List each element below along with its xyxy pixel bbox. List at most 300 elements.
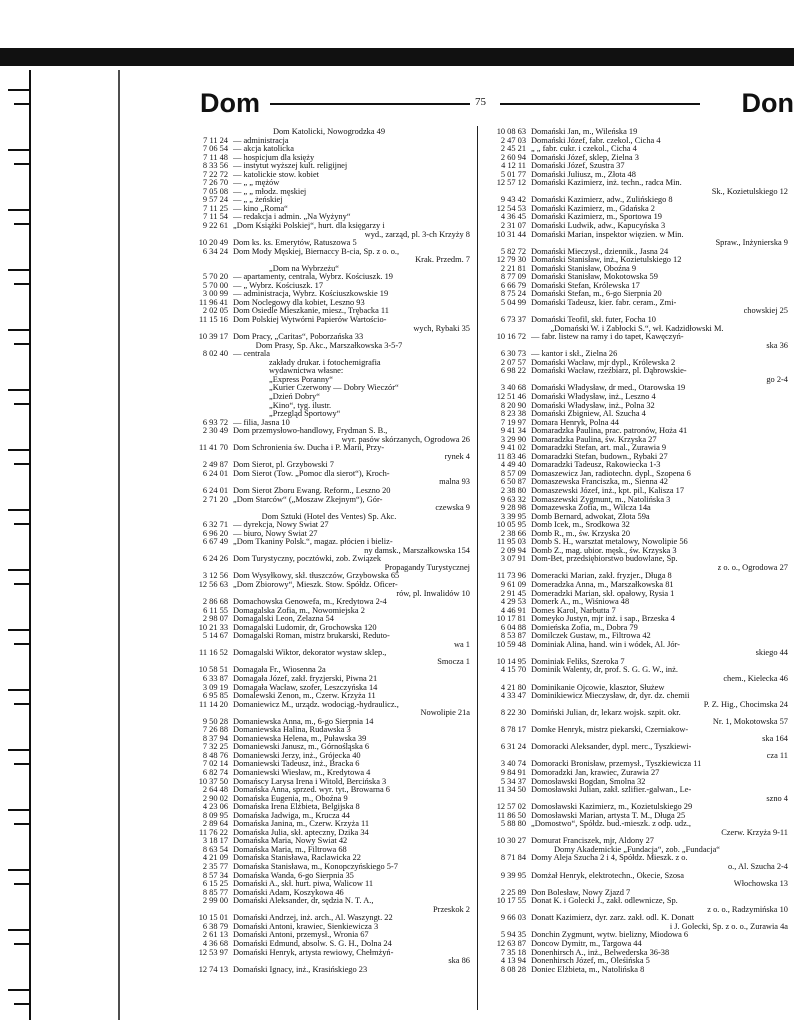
entry-phone: 11 96 41 [198, 298, 228, 307]
directory-entry [186, 692, 472, 701]
entry-text: Domański Antoni, krawiec, Sienkiewicza 3 [233, 922, 379, 931]
directory-entry [484, 675, 790, 684]
entry-phone: 4 36 45 [500, 213, 526, 222]
entry-text: Domańska Stanisława, Raclawicka 22 [233, 854, 361, 863]
entry-phone: 12 74 13 [198, 965, 228, 974]
entry-phone: 10 05 95 [496, 521, 526, 530]
entry-text: „Przegląd Sportowy“ [269, 410, 341, 419]
column-divider [477, 126, 478, 1010]
entry-text: Domaniewska Anna, m., 6-go Sierpnia 14 [233, 717, 374, 726]
entry-phone: 2 02 05 [202, 307, 228, 316]
entry-phone: 12 63 87 [496, 939, 526, 948]
directory-entry [186, 393, 472, 402]
entry-text: skiego 44 [755, 649, 788, 658]
entry-text: Dominiak Feliks, Szeroka 7 [531, 657, 625, 666]
entry-text: Dom Polskiej Wytwórni Papierów Wartościo- [233, 316, 387, 325]
directory-entry [186, 615, 472, 624]
entry-text: Domes Karol, Narbutta 7 [531, 606, 616, 615]
entry-text: Nr. 1, Mokotowska 57 [712, 717, 788, 726]
entry-phone: 11 16 52 [198, 649, 228, 658]
entry-phone: 8 20 90 [500, 401, 526, 410]
entry-text: Domański Aleksander, dr, sędzia N. T. A., [233, 897, 374, 906]
left-column [186, 128, 472, 974]
entry-text: Domański Marian, inspektor więzien. w Min. [531, 230, 684, 239]
directory-entry [186, 282, 472, 291]
page-header [200, 88, 794, 122]
entry-text: Domy Aleja Szucha 2 i 4, Spółdz. Mieszk. z o. [531, 854, 688, 863]
directory-entry [484, 778, 790, 787]
entry-text: Domański Kazimierz, inż. techn., radca Min. [531, 179, 682, 188]
directory-entry [484, 530, 790, 539]
entry-phone: 5 70 00 [202, 281, 228, 290]
directory-entry [186, 658, 472, 667]
directory-entry [484, 957, 790, 966]
entry-phone: 8 57 34 [202, 871, 228, 880]
entry-text: Domaradzka Paulina, prac. patronów, Hoża 41 [531, 427, 688, 436]
directory-entry [484, 128, 790, 137]
entry-text: Donenhirsch A., inż., Belwederska 36-38 [531, 948, 670, 957]
directory-entry [186, 179, 472, 188]
entry-text: Domosławski Marian, artysta T. M., Długa 25 [531, 811, 686, 820]
entry-phone: 8 02 40 [202, 350, 228, 359]
entry-text: „Domański W. i Zabłocki S.“, wł. Kadzidłowski M. [550, 324, 724, 333]
entry-phone: 7 32 25 [202, 743, 228, 752]
directory-entry [484, 231, 790, 240]
directory-entry [186, 906, 472, 915]
directory-entry [186, 538, 472, 547]
entry-text: Domański Mieczysł., dziennik., Jasna 24 [531, 247, 669, 256]
directory-entry [186, 128, 472, 137]
entry-text: Dominikanie Ojcowie, klasztor, Służew [531, 683, 665, 692]
entry-text: wa 1 [453, 640, 470, 649]
entry-text: Domański A., skł. hurt. piwa, Walicow 11 [233, 880, 374, 889]
entry-phone: 11 34 50 [496, 786, 526, 795]
header-rule-right [500, 103, 700, 105]
directory-entry [484, 222, 790, 231]
entry-phone: 2 71 20 [202, 495, 228, 504]
entry-text: Domański Józef, sklep, Zielna 3 [531, 153, 639, 162]
directory-entry [484, 402, 790, 411]
directory-entry [484, 179, 790, 188]
directory-entry [484, 889, 790, 898]
entry-phone: 6 96 20 [202, 529, 228, 538]
directory-entry [484, 213, 790, 222]
directory-entry [186, 256, 472, 265]
entry-phone: 2 47 03 [500, 136, 526, 145]
entry-phone: 12 57 02 [496, 803, 526, 812]
entry-text: Domaradzki Stefan, art. mal., Żurawia 9 [531, 444, 667, 453]
entry-text: Domański Józef, fabr. czekol., Cicha 4 [531, 136, 661, 145]
entry-phone: 6 34 24 [202, 247, 228, 256]
entry-phone: 2 60 94 [500, 153, 526, 162]
directory-entry [186, 666, 472, 675]
entry-phone: 2 49 87 [202, 461, 228, 470]
directory-entry [484, 325, 790, 334]
entry-phone: 9 41 02 [500, 444, 526, 453]
entry-phone: 2 31 07 [500, 222, 526, 231]
entry-phone: 6 24 26 [202, 555, 228, 564]
entry-text: Domański Juliusz, m., Złota 48 [531, 170, 636, 179]
entry-text: Domańska Janina, m., Czerw. Krzyża 11 [233, 820, 370, 829]
entry-phone: 11 14 20 [198, 700, 228, 709]
entry-phone: 4 36 68 [202, 939, 228, 948]
entry-text: Dominik Walenty, dr, prof. S. G. G. W., inż. [531, 666, 678, 675]
entry-phone: 9 84 91 [500, 769, 526, 778]
directory-entry [186, 564, 472, 573]
entry-text: Domański Andrzej, inż. arch., Al. Waszyngt. 22 [233, 914, 393, 923]
directory-entry [186, 641, 472, 650]
entry-text: Doniec Elżbieta, m., Natolińska 8 [531, 965, 645, 974]
directory-entry [484, 547, 790, 556]
directory-entry [186, 154, 472, 163]
entry-phone: 5 34 37 [500, 777, 526, 786]
entry-phone: 11 15 16 [198, 316, 228, 325]
directory-entry [186, 410, 472, 419]
entry-phone [222, 265, 269, 274]
directory-entry [484, 914, 790, 923]
entry-text: Dom-Bet, przedsiębiorstwo budowlane, Sp. [531, 555, 678, 564]
entry-text: chem., Kielecka 46 [723, 675, 788, 683]
entry-phone: 6 15 25 [202, 880, 228, 889]
directory-entry [186, 743, 472, 752]
entry-text: Domeradzka Anna, m., Marszałkowska 81 [531, 580, 674, 589]
entry-phone: 12 57 12 [496, 179, 526, 188]
entry-phone: 3 00 99 [202, 290, 228, 299]
directory-entry [484, 384, 790, 393]
entry-phone: 4 29 53 [500, 598, 526, 607]
entry-text: ska 86 [448, 957, 470, 966]
entry-phone: 12 54 53 [496, 204, 526, 213]
entry-text: — redakcja i admin. „Na Wyżyny“ [233, 213, 351, 222]
entry-phone: 8 53 87 [500, 632, 526, 641]
entry-text: Domański Edmund, absolw. S. G. H., Dolna 24 [233, 939, 392, 948]
entry-text: malna 93 [439, 478, 470, 487]
entry-text: Dom Osiedle Mieszkanie, miesz., Trębacka 11 [233, 307, 389, 316]
entry-phone: 2 45 21 [500, 145, 526, 154]
directory-entry [484, 615, 790, 624]
directory-entry [484, 854, 790, 863]
entry-text: — apartamenty, centrala, Wybrz. Kościuszk. 19 [233, 273, 393, 282]
entry-phone: 6 38 79 [202, 922, 228, 931]
directory-entry [484, 444, 790, 453]
directory-entry [484, 367, 790, 376]
directory-entry [186, 709, 472, 718]
entry-text: z o. o., Radzymińska 10 [707, 905, 788, 914]
directory-entry [186, 496, 472, 505]
entry-text: Domoracki Aleksander, dypl. merc., Tyszkiewi- [531, 743, 692, 752]
directory-entry [484, 265, 790, 274]
page-number: 75 [475, 96, 486, 108]
directory-entry [186, 478, 472, 487]
directory-entry [186, 718, 472, 727]
entry-text: Donenhirsch Józef, m., Oleśińska 5 [531, 957, 650, 966]
directory-entry [484, 966, 790, 975]
directory-entry [484, 188, 790, 197]
entry-text: Donchin Zygmunt, wytw. bielizny, Miodowa 6 [531, 931, 689, 940]
directory-entry [484, 760, 790, 769]
entry-text: „Dom Zbiorowy“, Mieszk. Stow. Spółdz. Oficer- [233, 580, 398, 589]
directory-entry [186, 145, 472, 154]
directory-entry [484, 427, 790, 436]
entry-text: Domaradzki Tadeusz, Rakowiecka 1-3 [531, 461, 661, 470]
directory-entry [186, 162, 472, 171]
entry-text: Domański Adam, Koszykowa 46 [233, 888, 344, 897]
entry-text: „Domostwo“, Spółdz. bud.-mieszk. z odp. udz., [531, 820, 692, 829]
entry-text: Donat K. i Golecki J., zakł. odlewnicze, Sp. [531, 897, 678, 906]
directory-entry [484, 290, 790, 299]
entry-phone: 9 22 61 [202, 222, 228, 231]
entry-text: „Express Poranny“ [269, 375, 333, 384]
entry-text: Domański Kazimierz, m., Sportowa 19 [531, 213, 662, 222]
entry-phone: 12 53 97 [198, 948, 228, 957]
entry-phone: 12 56 63 [198, 580, 228, 589]
entry-text: Dom Noclegowy dla kobiet, Leszno 93 [233, 298, 365, 307]
entry-phone: 2 07 57 [500, 358, 526, 367]
entry-phone: 10 15 01 [198, 914, 228, 923]
directory-entry [186, 248, 472, 257]
entry-text: Domański Stanisław, Oboźna 9 [531, 264, 637, 273]
entry-phone: 10 37 50 [198, 777, 228, 786]
entry-text: Domański Jan, m., Wileńska 19 [531, 128, 638, 136]
entry-text: Krak. Przedm. 7 [415, 256, 470, 265]
directory-entry [186, 231, 472, 240]
directory-entry [484, 709, 790, 718]
entry-phone: 2 21 81 [500, 264, 526, 273]
entry-text: Domaszewska Franciszka, m., Sienna 42 [531, 478, 668, 487]
directory-entry [484, 803, 790, 812]
directory-entry [484, 538, 790, 547]
directory-entry [186, 222, 472, 231]
directory-entry [186, 376, 472, 385]
entry-text: Domachowska Genowefa, m., Kredytowa 2-4 [233, 598, 387, 607]
directory-entry [484, 513, 790, 522]
entry-phone: 12 51 46 [496, 392, 526, 401]
entry-text: Czerw. Krzyża 9-11 [721, 828, 788, 837]
header-left-word: Dom [200, 88, 260, 118]
entry-phone: 10 21 33 [198, 623, 228, 632]
directory-entry [484, 453, 790, 462]
entry-phone: 2 38 66 [500, 529, 526, 538]
entry-text: Domagała Wacław, szofer, Leszczyńska 14 [233, 683, 378, 692]
entry-phone: 7 19 97 [500, 418, 526, 427]
directory-entry [186, 419, 472, 428]
entry-text: Domieńska Zofia, m., Dobra 79 [531, 623, 638, 632]
entry-phone: 7 26 88 [202, 726, 228, 735]
entry-text: Domeyko Justyn, mjr inż. i sap., Brzeska 4 [531, 615, 675, 624]
entry-text: Domański Stefan, m., 6-go Sierpnia 20 [531, 290, 662, 299]
entry-phone: 5 82 72 [500, 247, 526, 256]
directory-entry [484, 496, 790, 505]
entry-text: Dom przemysłowo-handlowy, Frydman S. B., [233, 427, 388, 436]
entry-text: Domańska Irena Elżbieta, Belgijska 8 [233, 803, 360, 812]
spiral-binding-icon [0, 70, 48, 1020]
entry-text: Dom Turystyczny, pocztówki, zob. Związek [233, 555, 382, 564]
entry-phone: 4 23 06 [202, 803, 228, 812]
entry-phone: 9 61 09 [500, 580, 526, 589]
directory-entry [484, 307, 790, 316]
entry-phone: 10 20 49 [198, 239, 228, 248]
entry-phone: 6 66 79 [500, 281, 526, 290]
directory-entry [484, 641, 790, 650]
entry-text: Domoradzki Jan, krawiec, Żurawia 27 [531, 769, 660, 778]
entry-phone: 9 39 95 [500, 871, 526, 880]
entry-text: — „ „ mężów [233, 179, 280, 188]
directory-entry [186, 453, 472, 462]
directory-entry [186, 931, 472, 940]
directory-entry [186, 487, 472, 496]
entry-text: ska 36 [766, 341, 788, 350]
entry-text: — fabr. listew na ramy i do tapet, Kawęczyń- [531, 333, 684, 342]
entry-phone: 8 63 54 [202, 845, 228, 854]
entry-text: ska 164 [762, 734, 788, 743]
directory-entry [484, 632, 790, 641]
entry-text: Domeradzki Marian, skł. opałowy, Rysia 1 [531, 589, 675, 598]
entry-phone: 4 21 80 [500, 683, 526, 692]
entry-text: Spraw., Inżynierska 9 [715, 239, 788, 248]
entry-text: wyr. pasów skórzanych, Ogrodowa 26 [341, 435, 470, 444]
directory-entry [484, 743, 790, 752]
entry-text: — kantor i skł., Zielna 26 [531, 350, 618, 359]
directory-entry [186, 701, 472, 710]
entry-text: Dominikiewicz Mieczysław, dr, dyr. dz. chemii [531, 692, 690, 701]
directory-entry [484, 701, 790, 710]
entry-text: Domański Władysław, dr med., Otarowska 19 [531, 384, 686, 393]
entry-text: Domaradzki Stefan, budown., Rybaki 27 [531, 452, 668, 461]
entry-text: Domaniewska Helena, m., Puławska 39 [233, 734, 367, 743]
entry-phone [222, 376, 269, 385]
entry-phone: 2 98 07 [202, 615, 228, 624]
entry-phone: 10 17 55 [496, 897, 526, 906]
entry-text: Sk., Kozietulskiego 12 [711, 187, 788, 196]
directory-entry [484, 342, 790, 351]
entry-phone: 11 41 70 [198, 444, 228, 453]
entry-text: ny damsk., Marszałkowska 154 [364, 546, 470, 555]
directory-entry [186, 940, 472, 949]
directory-entry [186, 342, 472, 351]
entry-text: Domiński Julian, dr, lekarz wojsk. szpit. okr. [531, 709, 681, 718]
entry-phone: 6 73 37 [500, 316, 526, 325]
directory-entry [484, 282, 790, 291]
entry-text: Dom Wysyłkowy, skł. tłuszczów, Grzybowska 65 [233, 572, 400, 581]
directory-entry [484, 666, 790, 675]
entry-phone [222, 384, 269, 393]
directory-entry [186, 854, 472, 863]
entry-phone [222, 367, 269, 376]
entry-phone: 8 22 30 [500, 709, 526, 718]
entry-phone: 6 31 24 [500, 743, 526, 752]
entry-text: zakłady drukar. i fotochemigrafia [269, 358, 381, 367]
entry-text: „Dom na Wybrzeżu“ [269, 264, 340, 273]
entry-phone: 7 22 72 [202, 170, 228, 179]
entry-phone: 8 85 77 [202, 888, 228, 897]
directory-entry [186, 897, 472, 906]
directory-entry [484, 239, 790, 248]
directory-entry [484, 607, 790, 616]
directory-entry [186, 624, 472, 633]
entry-text: Domański Kazimierz, m., Gdańska 2 [531, 204, 655, 213]
entry-text: Domaniewicz M., urządz. wodociąg.-hydraulicz., [233, 700, 399, 709]
entry-phone: 6 67 49 [202, 538, 228, 547]
entry-text: Domurat Franciszek, mjr, Aldony 27 [531, 837, 654, 846]
entry-phone: 4 12 11 [501, 162, 526, 171]
entry-phone: 5 94 35 [500, 931, 526, 940]
directory-entry [186, 872, 472, 881]
directory-entry [484, 880, 790, 889]
entry-text: z o. o., Ogrodowa 27 [717, 563, 788, 572]
entry-phone: 10 58 51 [198, 666, 228, 675]
directory-entry [186, 607, 472, 616]
directory-entry [186, 188, 472, 197]
directory-entry [484, 598, 790, 607]
entry-text: — administracja, Wybrz. Kościuszkowskie 19 [233, 290, 389, 299]
directory-entry [186, 402, 472, 411]
directory-entry [186, 769, 472, 778]
directory-entry [186, 735, 472, 744]
entry-phone: 5 14 67 [202, 632, 228, 641]
entry-phone: 10 39 17 [198, 333, 228, 342]
entry-text: Domański Władysław, inż., Leszno 4 [531, 392, 656, 401]
directory-entry [186, 470, 472, 479]
entry-phone: 7 11 25 [203, 204, 228, 213]
entry-phone: 5 01 77 [500, 170, 526, 179]
directory-entry [186, 752, 472, 761]
entry-text: Domalewski Zenon, m., Czerw. Krzyża 11 [233, 692, 376, 701]
entry-text: Domańska Wanda, 6-go Sierpnia 35 [233, 871, 354, 880]
entry-text: Domaszewski Józef, inż., kpt. pil., Kalisza 17 [531, 486, 685, 495]
directory-entry [484, 897, 790, 906]
directory-entry [186, 590, 472, 599]
directory-entry [484, 812, 790, 821]
entry-phone: 8 33 56 [202, 162, 228, 171]
directory-entry [484, 521, 790, 530]
directory-entry [186, 795, 472, 804]
entry-phone: 3 29 90 [500, 435, 526, 444]
entry-text: Domańska Stanisława, m., Konopczyńskiego 5-7 [233, 863, 398, 872]
entry-phone: 7 05 08 [202, 187, 228, 196]
entry-text: Domagalska Zofia, m., Nowomiejska 2 [233, 606, 365, 615]
directory-entry [186, 333, 472, 342]
directory-entry [484, 923, 790, 932]
directory-entry [484, 162, 790, 171]
entry-text: Nowolipie 21a [420, 709, 470, 718]
directory-entry [186, 581, 472, 590]
directory-entry [186, 726, 472, 735]
entry-phone: 4 46 91 [500, 606, 526, 615]
entry-phone: 2 86 68 [202, 598, 228, 607]
entry-text: Domaszewicz Jan, radiotechn. dypl., Szopena 6 [531, 469, 691, 478]
directory-entry [484, 649, 790, 658]
directory-entry [186, 290, 472, 299]
entry-text: Domański Józef, Szustra 37 [531, 162, 625, 171]
entry-text: chowskiej 25 [743, 307, 788, 316]
entry-phone: 3 07 91 [500, 555, 526, 564]
entry-phone: 2 38 80 [500, 486, 526, 495]
entry-text: Smocza 1 [437, 657, 470, 666]
entry-text: Domański Antoni, przemysł., Wronia 67 [233, 931, 369, 940]
entry-text: „Dzień Dobry“ [269, 392, 320, 401]
directory-entry [186, 957, 472, 966]
entry-text: Domańska Maria, m., Filtrowa 68 [233, 845, 347, 854]
directory-entry [186, 778, 472, 787]
directory-entry [186, 384, 472, 393]
entry-text: Domagalski Roman, mistrz brukarski, Reduto- [233, 632, 390, 641]
entry-text: Domańska Maria, Nowy Świat 42 [233, 837, 348, 846]
entry-text: Domżał Henryk, elektrotechn., Okecie, Szosa [531, 871, 685, 880]
entry-phone: 3 40 74 [500, 760, 526, 769]
directory-entry [484, 555, 790, 564]
entry-text: — dyrekcja, Nowy Świat 27 [233, 521, 329, 530]
entry-phone: 2 61 13 [202, 931, 228, 940]
